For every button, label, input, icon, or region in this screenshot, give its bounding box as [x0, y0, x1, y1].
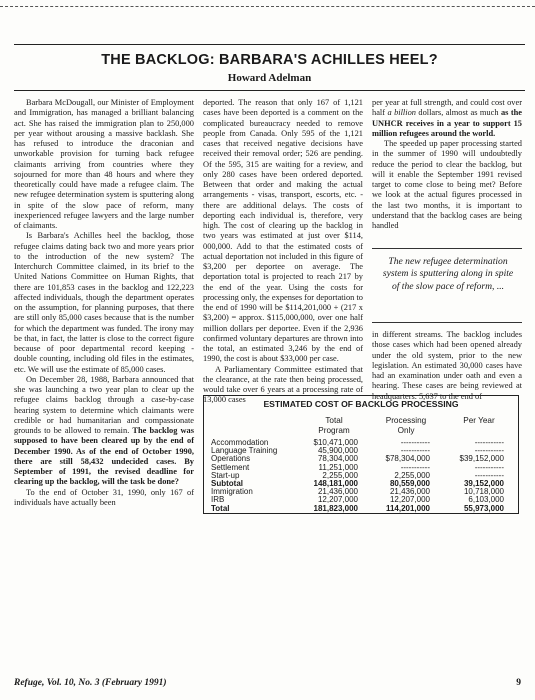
table-cell-c1: 12,207,000	[317, 495, 358, 505]
table-cell-c3: 39,152,000	[463, 479, 504, 488]
table-title: ESTIMATED COST OF BACKLOG PROCESSING	[263, 399, 459, 409]
col1-paragraph-3-text: On December 28, 1988, Barbara announced that she was launching a two year plan to clear up the refugee claims backlog through a case-by-case hearing system to determine which claimants were credible or had humanitarian and compassionate grounds to be allowed to remain.	[14, 374, 194, 435]
table-cell-c3: -----------	[474, 438, 504, 447]
table-cell-c1: 78,304,000	[317, 454, 358, 464]
article-author: Howard Adelman	[227, 72, 312, 84]
column-3-bottom	[372, 330, 522, 402]
col3-paragraph-2: The speeded up paper processing started in the summer of 1990 will undoubtedly reduce the period to clear the backlog, but will it enable the September 1991 revised target to come close to being met? Before we look at the actual figures processed in the last two months, it is important to understand that the backlog cases are being handled	[372, 139, 522, 230]
table-cell-c2: -----------	[400, 462, 430, 472]
table-cell-c3: $39,152,000	[459, 454, 504, 464]
footer-citation: Refuge, Vol. 10, No. 3 (February 1991)	[14, 678, 167, 688]
table-cell-c1: 2,255,000	[322, 470, 358, 480]
table-row-label: IRB	[211, 495, 225, 505]
table-header-processing-only: Processing Only	[385, 416, 427, 435]
table-cell-c2: 114,201,000	[385, 503, 430, 513]
col3-paragraph-3: in different streams. The backlog includes those cases which had been opened already under the old system, prior to the new legislation. An estimated 30,000 cases have had an examination under oath and even a hearing. These cases are being reviewed at headquarters. 5,637 to the end of	[372, 330, 522, 401]
page-number: 9	[516, 678, 521, 688]
table-row-label: Accommodation	[211, 438, 269, 447]
col3-p1-bold: as the UNHCR receives in a year to support 15 million refugees around the world.	[372, 108, 522, 138]
table-cell-c1: 45,900,000	[317, 446, 358, 456]
pullquote: The new refugee determination system is sputtering along in spite of the slow pace of reform, ...	[382, 256, 514, 292]
table-header-per-year: Per Year	[463, 416, 495, 425]
table-cell-c1: 148,181,000	[313, 479, 358, 488]
table-cell-c2: -----------	[400, 446, 430, 456]
table-cell-c2: 12,207,000	[389, 495, 430, 505]
article-title: THE BACKLOG: BARBARA'S ACHILLES HEEL?	[101, 52, 438, 68]
pullquote-bottom-rule	[372, 322, 522, 323]
table-cell-c3: 10,718,000	[463, 487, 504, 497]
table-cell-c2: -----------	[400, 438, 430, 447]
column-1	[14, 98, 194, 508]
table-cell-c2: 80,559,000	[389, 479, 430, 488]
col2-paragraph-1: deported. The reason that only 167 of 1,121 cases have been deported is a comment on the complicated bureaucracy needed to remove people from Canada. Only 595 of the 1,121 cases that received negative decisions have received their removal order; 526 are pending. Of the 595, 315 are waiting for a review, and only 280 cases have been ordered deported. Between that order and making the actual arrangements - visas, transport, escorts, etc. - there are additional delays. The costs of deporting each individual is, therefore, very high. The cost of clearing up the backlog in two years was estimated at just over $114, 000,000. Add to that the estimated costs of actual deportation not included in this figure of $3,200 per deportee on average. The deportation total is projected to reach 217 by the end of the year. Using the costs for processing only, the expenses for deportation to the end of 1990 will be $114,201,000 + (217 x $3,200) = approx. $115,000,000, over one half million dollars per deportee. Even if the 2,936 confirmed voluntary departures are thrown into the total, an estimated 3,246 by the end of 1990, the cost is about $33,000 per case.	[203, 98, 363, 364]
col1-paragraph-3	[14, 375, 194, 488]
column-3-top	[372, 98, 522, 231]
table-cell-c3: 6,103,000	[468, 495, 504, 505]
table-cell-c1: $10,471,000	[313, 438, 358, 447]
table-row-label: Settlement	[211, 462, 250, 472]
col3-p1-italic: a billion	[387, 108, 416, 118]
table-cell-c2: $78,304,000	[385, 454, 430, 464]
table-cell-c3: -----------	[474, 470, 504, 480]
col3-p1-text-b: dollars, almost as much	[415, 108, 501, 118]
column-2	[203, 98, 363, 406]
table-cell-c2: 2,255,000	[394, 470, 430, 480]
table-cell-c1: 21,436,000	[317, 487, 358, 497]
table-cell-c3: -----------	[474, 446, 504, 456]
table-row-label: Subtotal	[211, 479, 243, 488]
col1-paragraph-2: Is Barbara's Achilles heel the backlog, those refugee claims dating back two and more years prior to the introduction of the new system? The Interchurch Committee claimed, in its brief to the United Nations Committee on Human Rights, that there are 101,853 cases in the backlog and 122,223 affected individuals, though the department operates on the assumption, for planning purposes, that there are still only 85,000 cases because that is the number for which the department was funded. The irony may be that, in fact, the latter is close to the correct figure because of poor departmental record keeping - double counting, including old files in the estimates, etc. We will use the estimate of 85,000 cases.	[14, 231, 194, 374]
table-row-label: Language Training	[211, 446, 278, 456]
table-row-label: Operations	[211, 454, 251, 464]
table-row-label: Total	[211, 503, 230, 513]
table-row-label: Start-up	[211, 470, 240, 480]
title-top-rule	[14, 44, 525, 45]
top-dashed-border	[0, 6, 535, 7]
col1-paragraph-4: To the end of October 31, 1990, only 167 of individuals have actually been	[14, 487, 194, 507]
table-cell-c3: 55,973,000	[463, 503, 504, 513]
table-header-total-program: Total Program	[318, 416, 350, 435]
table-row-label: Immigration	[211, 487, 253, 497]
cost-table	[203, 395, 519, 514]
col3-p1-text: per year at full strength, and could cost over half	[372, 98, 522, 118]
pullquote-top-rule	[372, 248, 522, 249]
col1-paragraph-3-bold: The backlog was supposed to have been cleared up by the end of December 1990. As of the end of October 1990, there are still 58,432 undecided cases. By September of 1991, the revised deadline for clearing up the backlog, will the task be done?	[14, 426, 194, 487]
table-cell-c2: 21,436,000	[389, 487, 430, 497]
col2-paragraph-2: A Parliamentary Committee estimated that the clearance, at the rate then being processed, would take over 6 years at a processing rate of 13,000 cases	[203, 364, 363, 405]
table-cell-c1: 11,251,000	[318, 462, 358, 472]
title-bottom-rule	[14, 90, 525, 91]
table-cell-c3: -----------	[474, 462, 504, 472]
col1-paragraph-1: Barbara McDougall, our Minister of Employment and Immigration, has managed a brilliant balancing act. She has raised the immigration plan to 250,000 per year without arousing a massive backlash. She has refused to introduce the draconian and unworkable provision for turning back refugee claimants arriving from countries where they sojourned for more than 48 hours and where they theoretically could have made a refugee claim. The new refugee determination system is sputtering along in spite of the slow pace of reform, many inexperienced refugee lawyers and the large number of claimants.	[14, 98, 194, 230]
col3-paragraph-1	[372, 98, 522, 139]
table-cell-c1: 181,823,000	[313, 503, 358, 513]
